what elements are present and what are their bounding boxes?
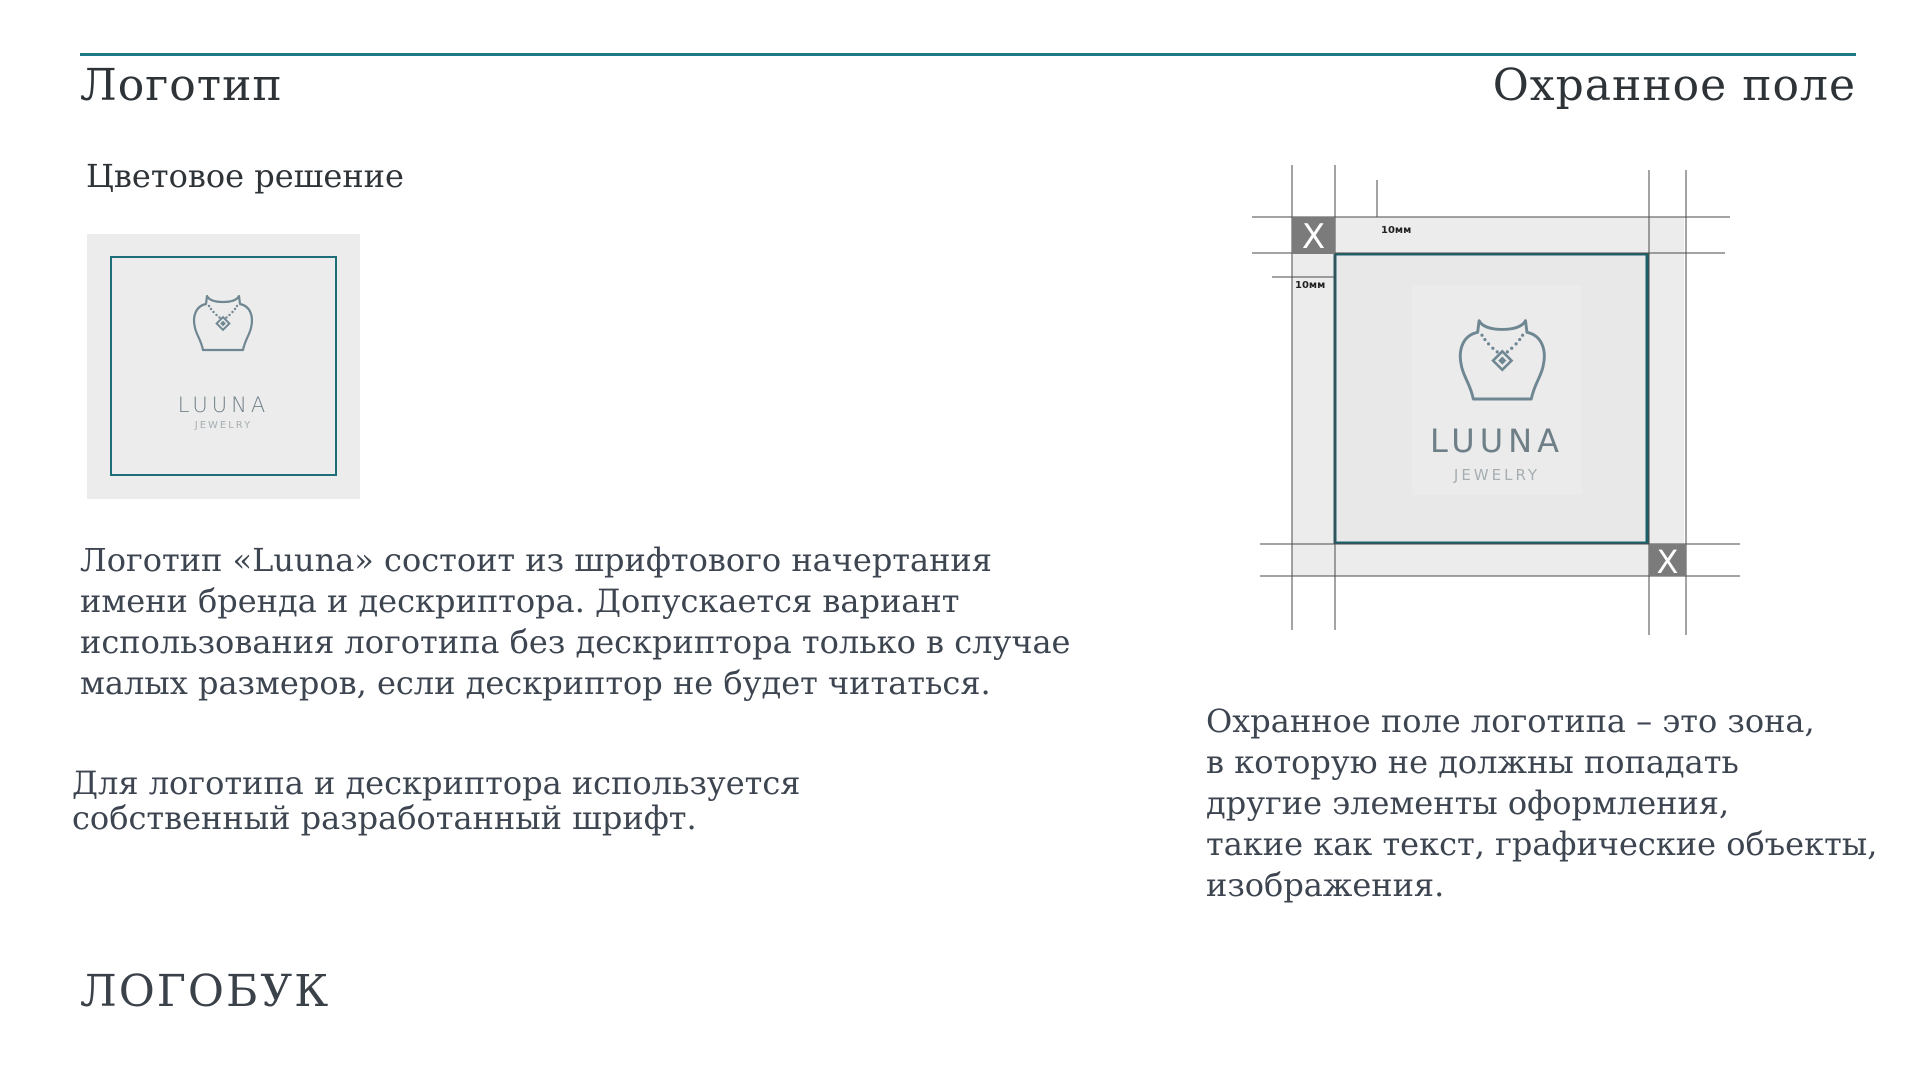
necklace-bust-icon	[189, 290, 257, 355]
text-line: собственный разработанный шрифт.	[72, 799, 697, 837]
top-divider	[80, 53, 1856, 56]
dimension-label-vertical: 10мм	[1295, 280, 1326, 291]
text-line: другие элементы оформления,	[1206, 784, 1730, 822]
section-title-guard-zone: Охранное поле	[1492, 60, 1856, 111]
text-line: использования логотипа без дескриптора только в случае	[80, 623, 1071, 661]
logo-color-card	[87, 234, 360, 499]
logo-area	[1412, 285, 1582, 495]
text-line: Логотип «Luuna» состоит из шрифтового начертания	[80, 541, 992, 579]
dimension-label-horizontal: 10мм	[1381, 225, 1412, 236]
text-line: изображения.	[1206, 866, 1445, 904]
logo-descriptor: JEWELRY	[194, 420, 253, 431]
marker-x-bottom-text: X	[1656, 543, 1679, 581]
guard-zone-diagram	[1240, 160, 1760, 640]
marker-x-top-text: X	[1301, 217, 1326, 257]
section-title-logo: Логотип	[80, 60, 283, 111]
guard-zone-description	[1206, 701, 1877, 906]
text-line: в которую не должны попадать	[1206, 743, 1739, 781]
logo-description-paragraph	[80, 540, 1070, 704]
color-solution-subtitle: Цветовое решение	[86, 157, 404, 195]
text-line: Для логотипа и дескриптора используется	[72, 764, 801, 802]
logobook-footer-label: ЛОГОБУК	[80, 966, 331, 1017]
text-line: малых размеров, если дескриптор не будет читаться.	[80, 664, 991, 702]
logo-frame	[110, 256, 337, 476]
logo-wordmark: LUUNA	[177, 393, 270, 417]
diagram-logo-wordmark: LUUNA	[1430, 422, 1564, 460]
text-line: Охранное поле логотипа – это зона,	[1206, 702, 1815, 740]
diagram-logo-descriptor: JEWELRY	[1453, 466, 1541, 484]
font-note-paragraph	[72, 766, 800, 836]
text-line: такие как текст, графические объекты,	[1206, 825, 1878, 863]
text-line: имени бренда и дескриптора. Допускается вариант	[80, 582, 960, 620]
